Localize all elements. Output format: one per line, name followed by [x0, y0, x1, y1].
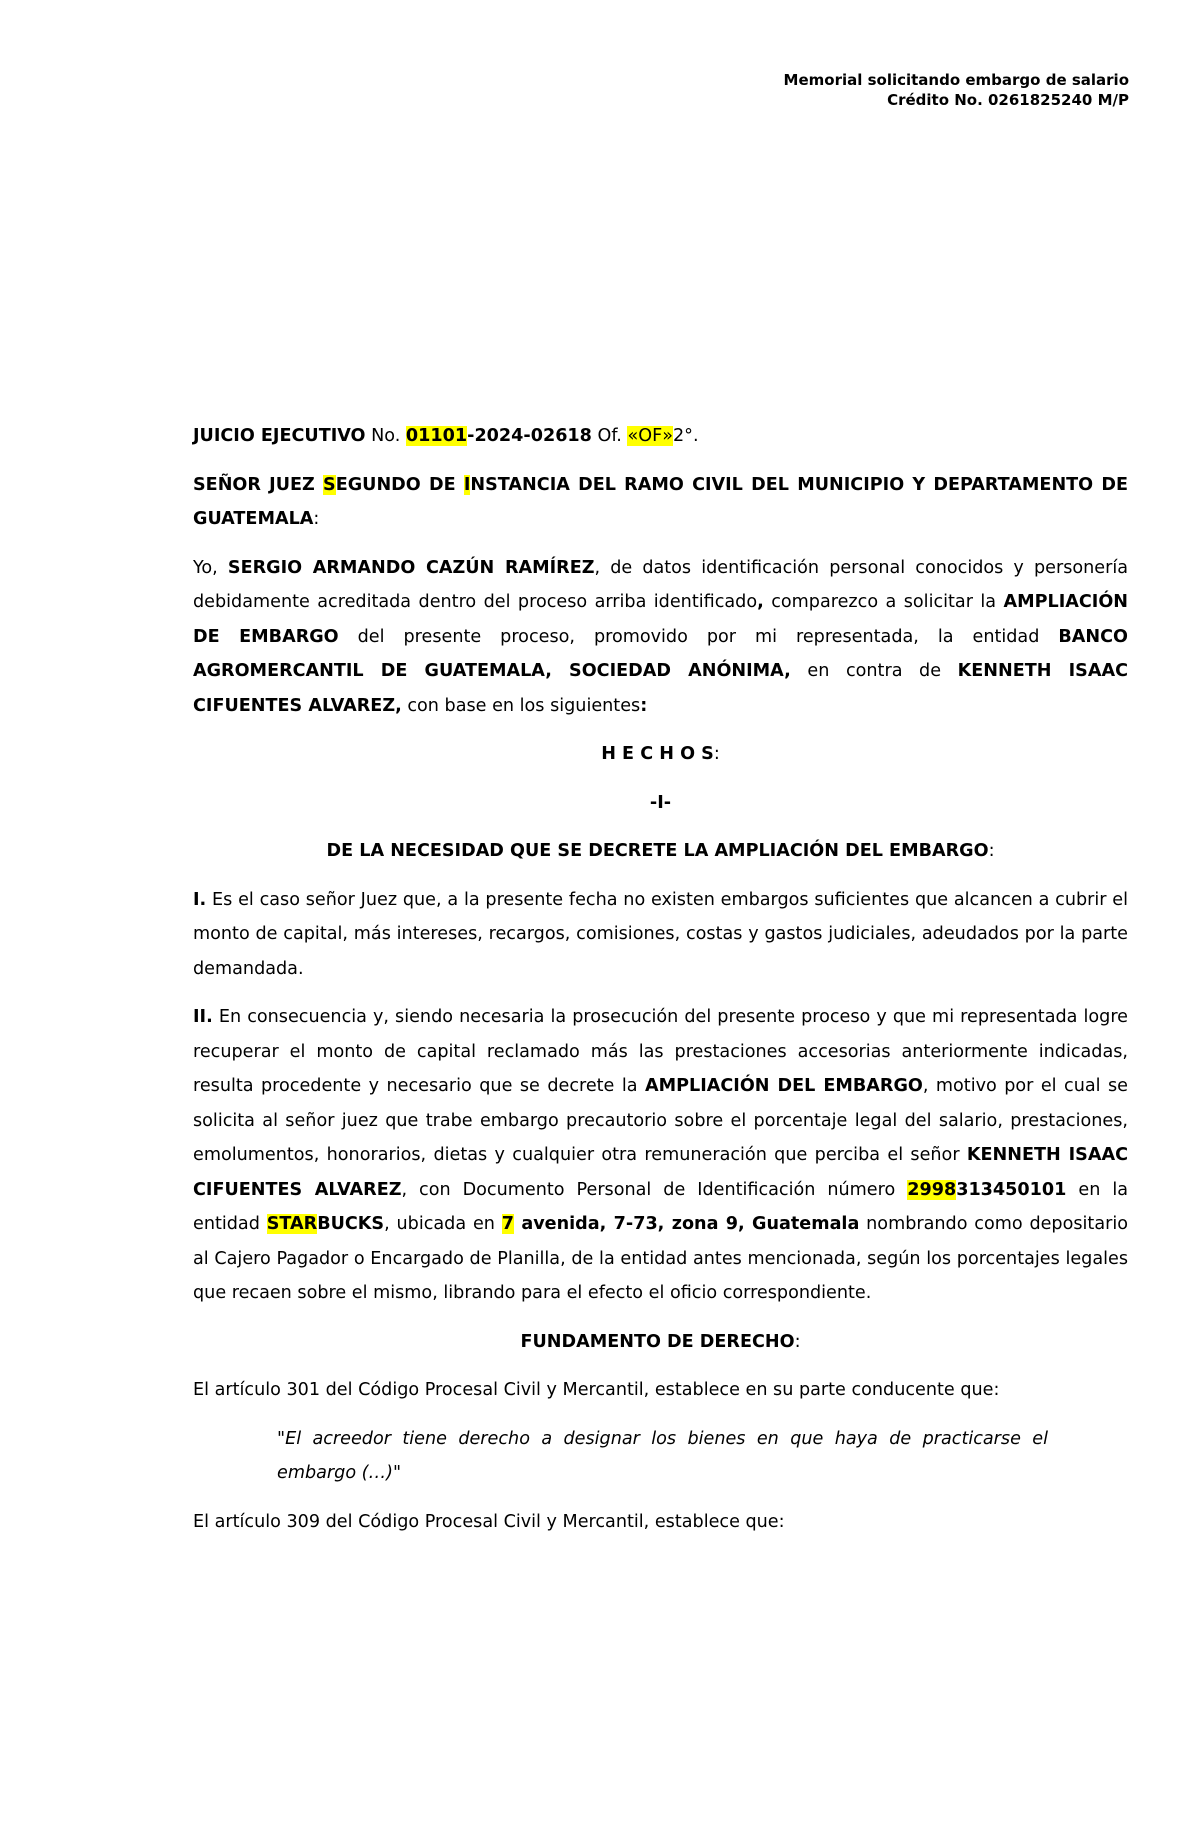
- article-301-quote: "El acreedor tiene derecho a designar los bienes en que haya de practicarse el embargo (…)": [277, 1428, 1048, 1483]
- addressee-part2: EGUNDO DE: [335, 474, 464, 495]
- document-body: [193, 419, 1128, 1539]
- case-of-label: Of.: [597, 426, 622, 446]
- fact-1-number: I.: [193, 889, 207, 910]
- intro-text-4: del presente proceso, promovido por mi representada, la entidad: [338, 626, 1059, 647]
- hechos-title: H E C H O S: [601, 744, 714, 764]
- hechos-heading: [193, 737, 1128, 772]
- necesidad-colon: :: [988, 841, 995, 861]
- necesidad-heading: [193, 834, 1128, 869]
- address-rest: avenida, 7-73, zona 9, Guatemala: [513, 1214, 860, 1234]
- intro-text-2: , de datos identificación personal conocidos y personería debidamente acreditada dentro del proceso arriba identificado: [193, 557, 1129, 612]
- fundamento-title: FUNDAMENTO DE DERECHO: [520, 1331, 795, 1352]
- header-title: Memorial solicitando embargo de salario: [783, 71, 1129, 89]
- intro-text-3: comparezco a solicitar la: [763, 592, 1004, 612]
- fundamento-colon: :: [794, 1331, 801, 1352]
- addressee-part3: NSTANCIA DEL RAMO CIVIL DEL MUNICIPIO Y DEPARTAMENTO DE GUATEMALA: [193, 474, 1128, 529]
- intro-text-1: Yo,: [193, 557, 228, 578]
- fact-2-debtor: KENNETH ISAAC CIFUENTES ALVAREZ: [193, 1145, 1128, 1200]
- fact-2-number: II.: [193, 1007, 213, 1027]
- fact-2-text-3: , con Documento Personal de Identificación número: [401, 1179, 908, 1200]
- addressee-i-highlight: I: [463, 474, 471, 495]
- header-credit-number: Crédito No. 0261825240 M/P: [887, 91, 1129, 109]
- addressee-s-highlight: S: [323, 474, 336, 495]
- addressee-colon: :: [313, 509, 320, 529]
- case-suffix: 2°.: [672, 426, 699, 446]
- fact-1-text: Es el caso señor Juez que, a la presente fecha no existen embargos suficientes que alcancen a cubrir el monto de capital, más intereses, recargos, comisiones, costas y gastos judiciales, adeudados por la parte demandada.: [193, 889, 1128, 979]
- intro-ampliacion: AMPLIACIÓN DE EMBARGO: [193, 592, 1129, 647]
- dpi-highlight: 2998: [907, 1179, 957, 1200]
- article-301-intro: El artículo 301 del Código Procesal Civil y Mercantil, establece en su parte conducente que:: [193, 1380, 1000, 1400]
- fundamento-heading: [193, 1325, 1128, 1360]
- address-highlight: 7: [501, 1214, 514, 1234]
- intro-text-5: en contra de: [790, 661, 958, 681]
- company-highlight: STAR: [266, 1214, 318, 1234]
- case-of-field: «OF»: [627, 426, 673, 446]
- fact-2-text-5: , ubicada en: [384, 1214, 502, 1234]
- intro-paragraph: [193, 551, 1128, 724]
- debtor-name: KENNETH ISAAC CIFUENTES ALVAREZ,: [193, 661, 1128, 716]
- intro-colon: :: [640, 695, 648, 716]
- fact-paragraph-2: [193, 1000, 1128, 1311]
- intro-comma: ,: [757, 592, 764, 612]
- case-label: JUICIO EJECUTIVO: [193, 426, 366, 446]
- fact-2-text-6: nombrando como depositario al Cajero Pagador o Encargado de Planilla, de la entidad antes mencionada, según los porcentajes legales que recaen sobre el mismo, librando para el efecto el oficio correspondiente.: [193, 1214, 1128, 1303]
- company-rest: BUCKS: [317, 1214, 385, 1234]
- fact-2-text-4: en la entidad: [193, 1179, 1128, 1234]
- fact-2-ampliacion: AMPLIACIÓN DEL EMBARGO: [644, 1076, 923, 1096]
- hechos-colon: :: [713, 744, 720, 764]
- document-header: [784, 70, 1129, 110]
- fact-2-text-1: En consecuencia y, siendo necesaria la prosecución del presente proceso y que mi representada logre recuperar el monto de capital reclamado más las prestaciones accesorias anteriormente indicadas, resulta procedente y necesario que se decrete la: [193, 1007, 1128, 1096]
- intro-text-6: con base en los siguientes: [401, 695, 641, 716]
- necesidad-title: DE LA NECESIDAD QUE SE DECRETE LA AMPLIACIÓN DEL EMBARGO: [326, 841, 989, 861]
- addressee: [193, 468, 1128, 537]
- case-line: [193, 419, 1128, 454]
- addressee-part1: SEÑOR JUEZ: [193, 474, 324, 495]
- article-309-intro: El artículo 309 del Código Procesal Civil y Mercantil, establece que:: [193, 1511, 785, 1532]
- attorney-name: SERGIO ARMANDO CAZÚN RAMÍREZ: [227, 557, 595, 578]
- fact-2-text-2: , motivo por el cual se solicita al señor juez que trabe embargo precautorio sobre el porcentaje legal del salario, prestaciones, emolumentos, honorarios, dietas y cualquier otra remuneración que perciba el señor: [193, 1076, 1128, 1165]
- case-no-label: No.: [371, 426, 401, 446]
- case-number-highlight: 01101: [405, 426, 468, 446]
- fact-paragraph-1: [193, 883, 1128, 987]
- roman-numeral: -I-: [649, 792, 672, 813]
- case-number-rest: -2024-02618: [467, 426, 592, 446]
- bank-name: BANCO AGROMERCANTIL DE GUATEMALA, SOCIEDAD ANÓNIMA,: [193, 626, 1128, 681]
- dpi-rest: 313450101: [956, 1179, 1067, 1200]
